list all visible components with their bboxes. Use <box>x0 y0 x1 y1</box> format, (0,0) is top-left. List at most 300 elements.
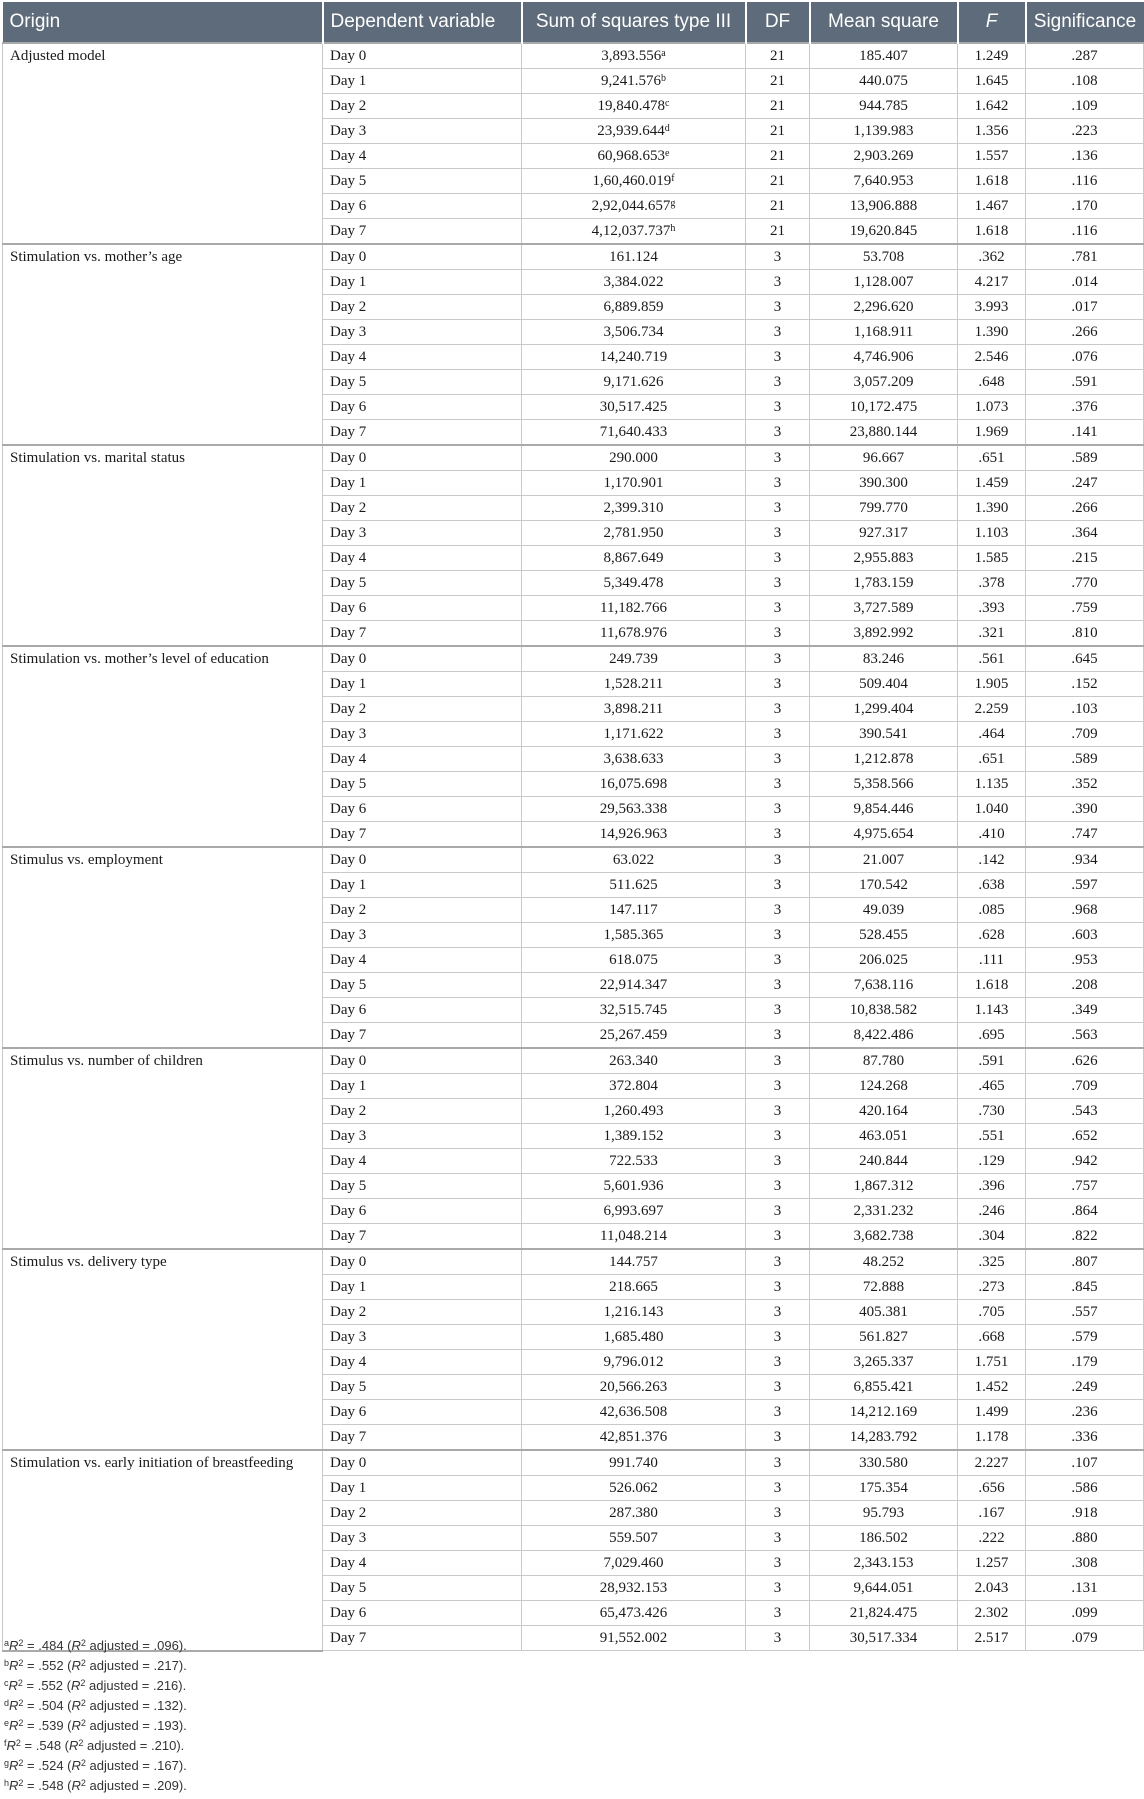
significance-cell: .770 <box>1026 571 1144 596</box>
r2-adjusted-value: .209 <box>153 1778 179 1793</box>
df-cell: 3 <box>746 1501 810 1526</box>
mean-square-cell: 2,331.232 <box>810 1199 958 1224</box>
dependent-variable-cell: Day 2 <box>323 496 522 521</box>
mean-square-cell: 95.793 <box>810 1501 958 1526</box>
footnote-mark: c <box>4 1678 9 1688</box>
sum-of-squares-cell <box>522 1074 746 1099</box>
mean-square-cell: 799.770 <box>810 496 958 521</box>
r2-symbol: R <box>9 1698 19 1713</box>
mean-square-cell: 5,358.566 <box>810 772 958 797</box>
r2-adj-exponent: 2 <box>80 1678 86 1688</box>
sum-of-squares-value: 3,898.211 <box>603 701 664 717</box>
f-value-cell: 1.618 <box>958 169 1026 194</box>
sum-of-squares-cell <box>522 948 746 973</box>
sum-of-squares-cell <box>522 370 746 395</box>
table-row <box>3 244 1144 270</box>
origin-cell: Stimulus vs. employment <box>3 847 323 1048</box>
table-row <box>3 1249 1144 1275</box>
header-f: F <box>958 2 1026 43</box>
df-cell: 21 <box>746 119 810 144</box>
mean-square-cell: 21,824.475 <box>810 1601 958 1626</box>
sum-of-squares-cell <box>522 973 746 998</box>
significance-cell: .591 <box>1026 370 1144 395</box>
footnotes <box>4 1636 187 1796</box>
r2-adjusted-value: .193 <box>153 1718 179 1733</box>
r2-adj-symbol: R <box>71 1718 81 1733</box>
significance-cell: .266 <box>1026 496 1144 521</box>
sum-of-squares-cell <box>522 1174 746 1199</box>
f-value-cell: 2.546 <box>958 345 1026 370</box>
sum-of-squares-cell <box>522 1551 746 1576</box>
f-value-cell: .222 <box>958 1526 1026 1551</box>
sum-of-squares-value: 3,893.556 <box>601 48 662 64</box>
mean-square-cell: 186.502 <box>810 1526 958 1551</box>
footnote-mark: a <box>4 1638 10 1648</box>
footnote-marker: a <box>661 48 666 59</box>
df-cell: 3 <box>746 1476 810 1501</box>
dependent-variable-cell: Day 2 <box>323 1300 522 1325</box>
f-value-cell: .111 <box>958 948 1026 973</box>
mean-square-cell: 1,128.007 <box>810 270 958 295</box>
r2-symbol: R <box>9 1638 19 1653</box>
significance-cell: .709 <box>1026 722 1144 747</box>
dependent-variable-cell: Day 3 <box>323 320 522 345</box>
dependent-variable-cell: Day 6 <box>323 1601 522 1626</box>
df-cell: 3 <box>746 571 810 596</box>
f-value-cell: .142 <box>958 847 1026 873</box>
sum-of-squares-value: 218.665 <box>609 1279 658 1295</box>
footnote-marker: g <box>670 198 676 209</box>
adjusted-label: adjusted = <box>85 1758 154 1773</box>
df-cell: 3 <box>746 621 810 647</box>
dependent-variable-cell: Day 4 <box>323 1551 522 1576</box>
sum-of-squares-value: 42,851.376 <box>599 1429 668 1445</box>
significance-cell: .822 <box>1026 1224 1144 1250</box>
f-value-cell: .695 <box>958 1023 1026 1049</box>
f-value-cell: .730 <box>958 1099 1026 1124</box>
df-cell: 3 <box>746 797 810 822</box>
mean-square-cell: 10,838.582 <box>810 998 958 1023</box>
dependent-variable-cell: Day 6 <box>323 395 522 420</box>
r2-symbol: R <box>9 1718 19 1733</box>
significance-cell: .287 <box>1026 43 1144 69</box>
f-value-cell: 1.356 <box>958 119 1026 144</box>
paren-open: ( <box>63 1758 72 1773</box>
sum-of-squares-value: 9,171.626 <box>603 374 664 390</box>
df-cell: 3 <box>746 320 810 345</box>
dependent-variable-cell: Day 7 <box>323 420 522 446</box>
f-value-cell: 1.249 <box>958 43 1026 69</box>
paren-open: ( <box>63 1718 72 1733</box>
dependent-variable-cell: Day 0 <box>323 445 522 471</box>
significance-cell: .934 <box>1026 847 1144 873</box>
equals-sign: = <box>20 1738 36 1753</box>
f-value-cell: .668 <box>958 1325 1026 1350</box>
mean-square-cell: 3,682.738 <box>810 1224 958 1250</box>
sum-of-squares-value: 23,939.644 <box>597 123 665 139</box>
sum-of-squares-cell <box>522 672 746 697</box>
mean-square-cell: 2,296.620 <box>810 295 958 320</box>
df-cell: 3 <box>746 1099 810 1124</box>
dependent-variable-cell: Day 5 <box>323 772 522 797</box>
r2-adjusted-value: .216 <box>152 1678 179 1693</box>
sum-of-squares-cell <box>522 1375 746 1400</box>
df-cell: 3 <box>746 1174 810 1199</box>
r2-adj-symbol: R <box>71 1678 81 1693</box>
sum-of-squares-value: 60,968.653 <box>597 148 666 164</box>
mean-square-cell: 1,168.911 <box>810 320 958 345</box>
sum-of-squares-cell <box>522 420 746 446</box>
mean-square-cell: 390.541 <box>810 722 958 747</box>
dependent-variable-cell: Day 5 <box>323 973 522 998</box>
sum-of-squares-value: 263.340 <box>609 1053 658 1069</box>
significance-cell: .249 <box>1026 1375 1144 1400</box>
sum-of-squares-cell <box>522 747 746 772</box>
paren-close: ). <box>178 1758 187 1773</box>
dependent-variable-cell: Day 4 <box>323 345 522 370</box>
mean-square-cell: 96.667 <box>810 445 958 471</box>
significance-cell: .079 <box>1026 1626 1144 1651</box>
sum-of-squares-value: 722.533 <box>609 1153 658 1169</box>
r2-value: .552 <box>38 1658 64 1673</box>
sum-of-squares-value: 11,678.976 <box>600 625 667 641</box>
sum-of-squares-value: 290.000 <box>609 450 658 466</box>
significance-cell: .107 <box>1026 1450 1144 1476</box>
paren-close: ). <box>176 1738 185 1753</box>
r2-adj-symbol: R <box>71 1698 81 1713</box>
f-value-cell: 1.459 <box>958 471 1026 496</box>
significance-cell: .807 <box>1026 1249 1144 1275</box>
dependent-variable-cell: Day 3 <box>323 521 522 546</box>
dependent-variable-cell: Day 3 <box>323 1325 522 1350</box>
sum-of-squares-value: 1,528.211 <box>603 676 664 692</box>
f-value-cell: .705 <box>958 1300 1026 1325</box>
f-value-cell: 1.618 <box>958 973 1026 998</box>
significance-cell: .626 <box>1026 1048 1144 1074</box>
mean-square-cell: 48.252 <box>810 1249 958 1275</box>
mean-square-cell: 8,422.486 <box>810 1023 958 1049</box>
f-value-cell: .378 <box>958 571 1026 596</box>
df-cell: 3 <box>746 847 810 873</box>
sum-of-squares-cell <box>522 1425 746 1451</box>
significance-cell: .336 <box>1026 1425 1144 1451</box>
sum-of-squares-value: 2,781.950 <box>603 525 664 541</box>
dependent-variable-cell: Day 0 <box>323 1249 522 1275</box>
significance-cell: .376 <box>1026 395 1144 420</box>
sum-of-squares-value: 3,638.633 <box>603 751 664 767</box>
footnote-marker: d <box>664 123 670 134</box>
f-value-cell: .464 <box>958 722 1026 747</box>
df-cell: 3 <box>746 445 810 471</box>
f-value-cell: .085 <box>958 898 1026 923</box>
df-cell: 3 <box>746 546 810 571</box>
significance-cell: .645 <box>1026 646 1144 672</box>
sum-of-squares-value: 91,552.002 <box>599 1630 668 1646</box>
dependent-variable-cell: Day 6 <box>323 194 522 219</box>
significance-cell: .141 <box>1026 420 1144 446</box>
sum-of-squares-value: 1,389.152 <box>603 1128 664 1144</box>
sum-of-squares-value: 144.757 <box>609 1254 658 1270</box>
r2-value: .548 <box>38 1778 64 1793</box>
r2-exponent: 2 <box>17 1678 23 1688</box>
mean-square-cell: 13,906.888 <box>810 194 958 219</box>
sum-of-squares-value: 161.124 <box>609 249 658 265</box>
df-cell: 3 <box>746 270 810 295</box>
significance-cell: .810 <box>1026 621 1144 647</box>
significance-cell: .308 <box>1026 1551 1144 1576</box>
sum-of-squares-value: 30,517.425 <box>599 399 668 415</box>
significance-cell: .563 <box>1026 1023 1144 1049</box>
adjusted-label: adjusted = <box>85 1778 154 1793</box>
r2-symbol: R <box>8 1678 18 1693</box>
origin-cell: Stimulation vs. mother’s level of education <box>3 646 323 847</box>
dependent-variable-cell: Day 7 <box>323 219 522 245</box>
equals-sign: = <box>23 1778 39 1793</box>
f-value-cell: .638 <box>958 873 1026 898</box>
df-cell: 3 <box>746 420 810 446</box>
mean-square-cell: 83.246 <box>810 646 958 672</box>
dependent-variable-cell: Day 4 <box>323 546 522 571</box>
sum-of-squares-cell <box>522 471 746 496</box>
origin-cell: Stimulation vs. marital status <box>3 445 323 646</box>
df-cell: 3 <box>746 722 810 747</box>
sum-of-squares-value: 991.740 <box>609 1455 658 1471</box>
dependent-variable-cell: Day 7 <box>323 822 522 848</box>
header-sum-of-squares: Sum of squares type III <box>522 2 746 43</box>
significance-cell: .864 <box>1026 1199 1144 1224</box>
f-value-cell: .551 <box>958 1124 1026 1149</box>
dependent-variable-cell: Day 5 <box>323 169 522 194</box>
r2-adj-symbol: R <box>71 1658 81 1673</box>
mean-square-cell: 2,343.153 <box>810 1551 958 1576</box>
significance-cell: .579 <box>1026 1325 1144 1350</box>
footnote <box>4 1676 187 1696</box>
significance-cell: .597 <box>1026 873 1144 898</box>
dependent-variable-cell: Day 7 <box>323 1425 522 1451</box>
df-cell: 3 <box>746 646 810 672</box>
df-cell: 3 <box>746 1576 810 1601</box>
sum-of-squares-value: 559.507 <box>609 1530 658 1546</box>
sum-of-squares-cell <box>522 998 746 1023</box>
paren-open: ( <box>63 1698 72 1713</box>
df-cell: 3 <box>746 998 810 1023</box>
r2-adj-exponent: 2 <box>80 1778 86 1788</box>
mean-square-cell: 528.455 <box>810 923 958 948</box>
mean-square-cell: 14,283.792 <box>810 1425 958 1451</box>
significance-cell: .116 <box>1026 169 1144 194</box>
adjusted-label: adjusted = <box>85 1638 154 1653</box>
sum-of-squares-cell <box>522 496 746 521</box>
mean-square-cell: 440.075 <box>810 69 958 94</box>
r2-exponent: 2 <box>18 1778 24 1788</box>
sum-of-squares-cell <box>522 1601 746 1626</box>
mean-square-cell: 7,638.116 <box>810 973 958 998</box>
df-cell: 3 <box>746 772 810 797</box>
df-cell: 3 <box>746 672 810 697</box>
f-value-cell: .393 <box>958 596 1026 621</box>
mean-square-cell: 19,620.845 <box>810 219 958 245</box>
sum-of-squares-value: 3,506.734 <box>603 324 664 340</box>
r2-exponent: 2 <box>18 1718 24 1728</box>
sum-of-squares-value: 14,240.719 <box>599 349 668 365</box>
mean-square-cell: 330.580 <box>810 1450 958 1476</box>
paren-close: ). <box>178 1658 187 1673</box>
r2-adj-exponent: 2 <box>78 1738 84 1748</box>
sum-of-squares-cell <box>522 521 746 546</box>
dependent-variable-cell: Day 4 <box>323 948 522 973</box>
sum-of-squares-value: 1,685.480 <box>603 1329 664 1345</box>
mean-square-cell: 170.542 <box>810 873 958 898</box>
table-row <box>3 43 1144 69</box>
f-value-cell: 1.585 <box>958 546 1026 571</box>
r2-value: .484 <box>38 1638 64 1653</box>
r2-value: .524 <box>38 1758 64 1773</box>
dependent-variable-cell: Day 6 <box>323 1400 522 1425</box>
dependent-variable-cell: Day 3 <box>323 119 522 144</box>
dependent-variable-cell: Day 1 <box>323 672 522 697</box>
sum-of-squares-value: 11,048.214 <box>600 1228 667 1244</box>
f-value-cell: .325 <box>958 1249 1026 1275</box>
sum-of-squares-cell <box>522 1048 746 1074</box>
df-cell: 3 <box>746 1199 810 1224</box>
mean-square-cell: 49.039 <box>810 898 958 923</box>
equals-sign: = <box>23 1758 39 1773</box>
r2-symbol: R <box>9 1778 19 1793</box>
mean-square-cell: 124.268 <box>810 1074 958 1099</box>
df-cell: 3 <box>746 295 810 320</box>
dependent-variable-cell: Day 5 <box>323 1375 522 1400</box>
df-cell: 3 <box>746 697 810 722</box>
mean-square-cell: 206.025 <box>810 948 958 973</box>
df-cell: 3 <box>746 1275 810 1300</box>
r2-exponent: 2 <box>18 1638 24 1648</box>
mean-square-cell: 509.404 <box>810 672 958 697</box>
mean-square-cell: 53.708 <box>810 244 958 270</box>
sum-of-squares-value: 1,260.493 <box>603 1103 664 1119</box>
sum-of-squares-value: 22,914.347 <box>599 977 668 993</box>
significance-cell: .215 <box>1026 546 1144 571</box>
f-value-cell: .321 <box>958 621 1026 647</box>
df-cell: 3 <box>746 1048 810 1074</box>
adjusted-label: adjusted = <box>85 1718 154 1733</box>
significance-cell: .757 <box>1026 1174 1144 1199</box>
anova-table <box>2 2 1144 1652</box>
f-value-cell: .561 <box>958 646 1026 672</box>
df-cell: 3 <box>746 1551 810 1576</box>
sum-of-squares-cell <box>522 1099 746 1124</box>
sum-of-squares-value: 42,636.508 <box>599 1404 668 1420</box>
df-cell: 3 <box>746 873 810 898</box>
significance-cell: .179 <box>1026 1350 1144 1375</box>
dependent-variable-cell: Day 2 <box>323 697 522 722</box>
df-cell: 3 <box>746 1023 810 1049</box>
sum-of-squares-value: 1,170.901 <box>603 475 664 491</box>
significance-cell: .170 <box>1026 194 1144 219</box>
sum-of-squares-value: 6,889.859 <box>603 299 664 315</box>
equals-sign: = <box>22 1678 38 1693</box>
significance-cell: .880 <box>1026 1526 1144 1551</box>
sum-of-squares-cell <box>522 445 746 471</box>
significance-cell: .109 <box>1026 94 1144 119</box>
f-value-cell: 1.257 <box>958 1551 1026 1576</box>
dependent-variable-cell: Day 2 <box>323 94 522 119</box>
sum-of-squares-value: 1,216.143 <box>603 1304 664 1320</box>
mean-square-cell: 463.051 <box>810 1124 958 1149</box>
dependent-variable-cell: Day 3 <box>323 923 522 948</box>
sum-of-squares-value: 19,840.478 <box>597 98 666 114</box>
sum-of-squares-cell <box>522 1400 746 1425</box>
r2-adjusted-value: .210 <box>151 1738 177 1753</box>
sum-of-squares-value: 8,867.649 <box>603 550 664 566</box>
mean-square-cell: 561.827 <box>810 1325 958 1350</box>
table-row <box>3 1450 1144 1476</box>
f-value-cell: .304 <box>958 1224 1026 1250</box>
mean-square-cell: 1,867.312 <box>810 1174 958 1199</box>
sum-of-squares-value: 2,92,044.657 <box>591 198 671 214</box>
sum-of-squares-value: 9,796.012 <box>603 1354 664 1370</box>
f-value-cell: .656 <box>958 1476 1026 1501</box>
f-value-cell: 1.645 <box>958 69 1026 94</box>
sum-of-squares-cell <box>522 94 746 119</box>
f-value-cell: 1.073 <box>958 395 1026 420</box>
header-row <box>3 2 1144 43</box>
df-cell: 3 <box>746 822 810 848</box>
sum-of-squares-cell <box>522 847 746 873</box>
f-value-cell: 1.751 <box>958 1350 1026 1375</box>
table-row <box>3 1048 1144 1074</box>
df-cell: 21 <box>746 169 810 194</box>
paren-close: ). <box>178 1778 187 1793</box>
df-cell: 3 <box>746 1526 810 1551</box>
dependent-variable-cell: Day 0 <box>323 646 522 672</box>
footnote-marker: e <box>665 148 670 159</box>
sum-of-squares-cell <box>522 772 746 797</box>
significance-cell: .390 <box>1026 797 1144 822</box>
r2-adjusted-value: .132 <box>153 1698 179 1713</box>
f-value-cell: 1.969 <box>958 420 1026 446</box>
sum-of-squares-cell <box>522 1124 746 1149</box>
sum-of-squares-value: 11,182.766 <box>600 600 667 616</box>
dependent-variable-cell: Day 6 <box>323 797 522 822</box>
r2-value: .548 <box>35 1738 62 1753</box>
r2-exponent: 2 <box>15 1738 21 1748</box>
sum-of-squares-value: 249.739 <box>609 651 658 667</box>
sum-of-squares-cell <box>522 1476 746 1501</box>
dependent-variable-cell: Day 2 <box>323 295 522 320</box>
dependent-variable-cell: Day 3 <box>323 1526 522 1551</box>
sum-of-squares-value: 4,12,037.737 <box>591 223 671 239</box>
sum-of-squares-value: 618.075 <box>609 952 658 968</box>
paren-open: ( <box>63 1658 72 1673</box>
paren-open: ( <box>63 1778 72 1793</box>
f-value-cell: 1.905 <box>958 672 1026 697</box>
dependent-variable-cell: Day 0 <box>323 43 522 69</box>
df-cell: 3 <box>746 1149 810 1174</box>
sum-of-squares-cell <box>522 697 746 722</box>
sum-of-squares-cell <box>522 646 746 672</box>
r2-symbol: R <box>9 1758 19 1773</box>
df-cell: 3 <box>746 1224 810 1250</box>
df-cell: 3 <box>746 1249 810 1275</box>
df-cell: 3 <box>746 596 810 621</box>
mean-square-cell: 3,265.337 <box>810 1350 958 1375</box>
f-value-cell: 1.390 <box>958 496 1026 521</box>
equals-sign: = <box>23 1638 39 1653</box>
mean-square-cell: 3,892.992 <box>810 621 958 647</box>
f-value-cell: .410 <box>958 822 1026 848</box>
dependent-variable-cell: Day 7 <box>323 621 522 647</box>
significance-cell: .131 <box>1026 1576 1144 1601</box>
